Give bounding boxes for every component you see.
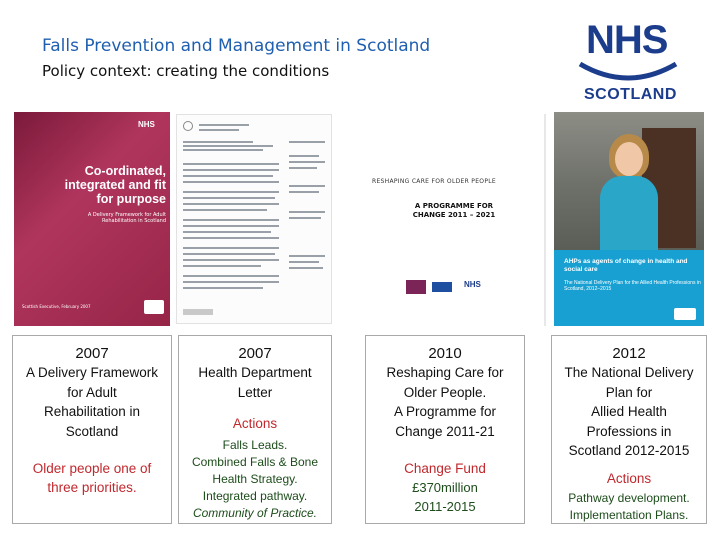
box-actions-label: Actions [606,470,652,486]
box-action-line: Combined Falls & Bone [191,455,319,469]
doc3-nhs-mark: NHS [464,280,481,289]
doc3-programme: A PROGRAMME FOR CHANGE 2011 – 2021 [412,202,496,219]
policy-box-2012-ahp-plan [551,335,707,524]
box-line: A Delivery Framework [25,365,159,380]
box-fund-line: £370million [412,480,478,495]
healthier-scotland-logo-icon [144,300,164,314]
page-title: Falls Prevention and Management in Scotland [42,36,431,56]
box-line: Allied Health [591,404,667,419]
ahp-delivery-plan-cover-image [554,112,704,326]
swoosh-icon [576,58,680,88]
box-line: Scotland 2012-2015 [568,443,690,458]
box-line: A Programme for [393,404,497,419]
box-line: Rehabilitation in [43,404,141,419]
box-year: 2007 [75,345,109,362]
box-line: Professions in [586,423,672,439]
healthier-scotland-logo-icon [674,308,696,320]
person-body [600,176,658,256]
box-priority-line: Older people one of [32,461,152,476]
doc1-nhs-mark: NHS [138,120,155,129]
doc1-title: Co-ordinated, integrated and fit for purpose [64,164,166,206]
cosla-logo-icon [406,280,426,294]
box-fund-line: 2011-2015 [414,499,476,514]
box-action-line: Implementation Plans. [569,507,689,522]
doc1-subtitle: A Delivery Framework for Adult Rehabilitation in Scotland [87,212,166,224]
box-action-line: Community of Practice. [192,506,318,520]
health-department-letter-image [176,114,332,324]
box-actions-label: Actions [232,416,278,431]
box-year: 2007 [238,345,272,362]
nhs-logo-word: NHS [586,18,668,62]
reshaping-care-cover-image [336,114,546,326]
box-priority-line: three priorities. [47,480,137,495]
box-line: Reshaping Care for [386,365,504,380]
doc4-title: AHPs as agents of change in health and social care [564,258,688,273]
crest-icon [183,121,193,131]
box-line: The National Delivery [564,365,694,380]
box-line: Older People. [403,384,487,400]
box-line: Health Department [198,365,312,380]
page-subtitle: Policy context: creating the conditions [42,62,330,80]
policy-box-2010-reshaping-care [365,335,525,524]
box-line: Scotland [65,423,119,439]
doc4-subtitle: The National Delivery Plan for the Allied Health Professions in Scotland, 2012–2015 [564,280,701,292]
doc1-footer: Scottish Executive, February 2007 [22,304,91,309]
box-line: Letter [237,384,273,400]
nhs-logo-region: SCOTLAND [584,86,677,103]
policy-box-2007-framework [12,335,172,524]
box-change-fund-label: Change Fund [404,461,486,476]
nhs-scotland-logo [576,18,680,108]
box-action-line: Falls Leads. [222,438,288,452]
box-line: Change 2011-21 [395,423,495,439]
person-face [615,142,643,176]
policy-box-2007-letter [178,335,332,524]
delivery-framework-cover-image [14,112,170,326]
box-line: Plan for [605,384,653,400]
saltire-flag-icon [432,282,452,292]
box-line: for Adult [67,384,117,400]
doc3-heading: RESHAPING CARE FOR OLDER PEOPLE [372,178,496,185]
box-action-line: Health Strategy. [212,472,298,486]
box-year: 2012 [612,345,646,362]
box-action-line: Pathway development. [568,490,690,505]
box-action-line: Integrated pathway. [202,489,308,503]
box-year: 2010 [428,345,462,362]
letter-stamp [183,309,213,315]
